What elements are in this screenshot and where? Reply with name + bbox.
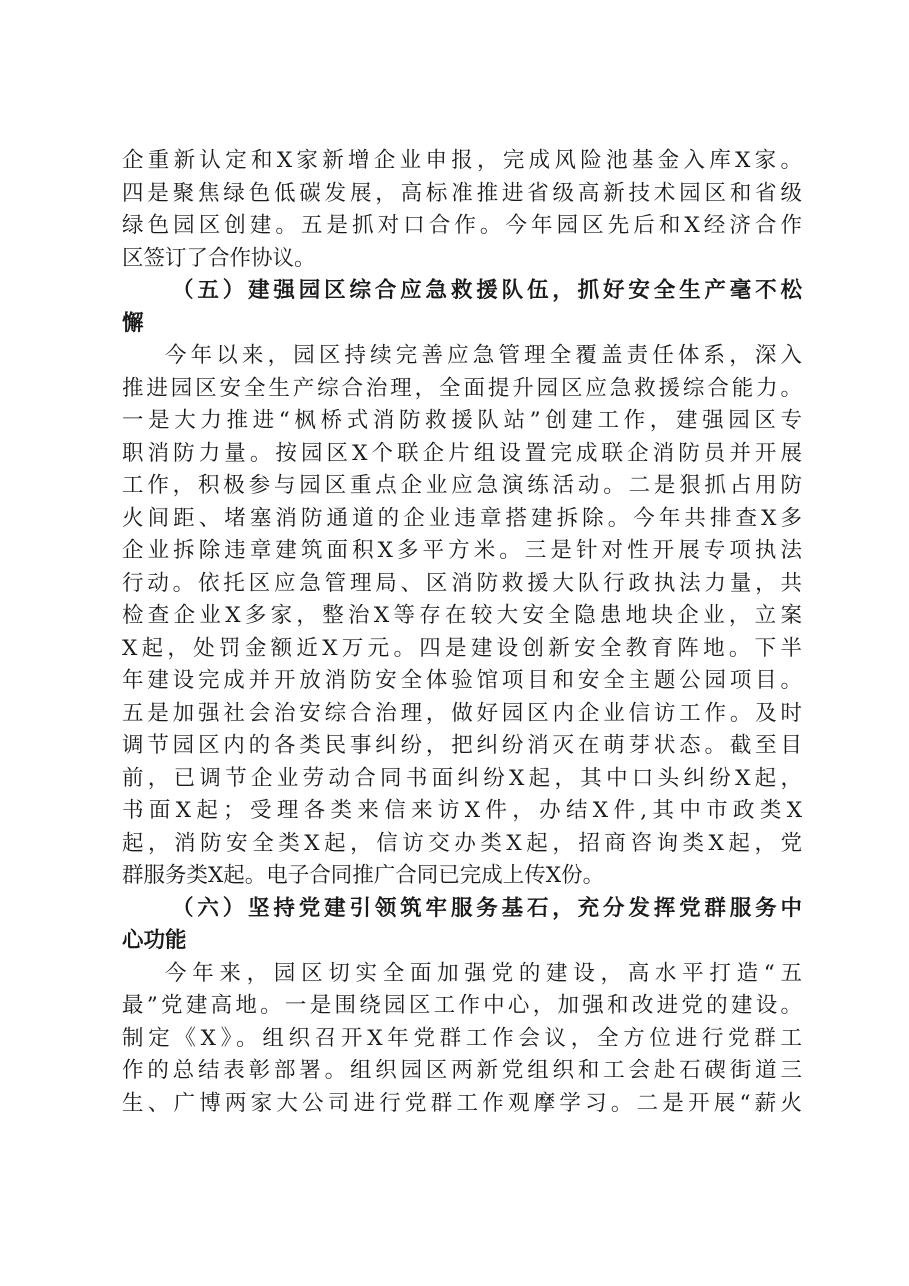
paragraph-line: 推进园区安全生产综合治理，全面提升园区应急救援综合能力。 bbox=[122, 375, 802, 401]
document-body bbox=[122, 145, 802, 1120]
paragraph-line: 绿色园区创建。五是抓对口合作。今年园区先后和X经济合作 bbox=[122, 213, 802, 238]
section-heading-line: （六）坚持党建引领筑牢服务基石，充分发挥党群服务中 bbox=[172, 895, 802, 921]
paragraph-line: 企重新认定和X家新增企业申报，完成风险池基金入库X家。 bbox=[122, 148, 802, 173]
section-heading-line: 心功能 bbox=[122, 928, 187, 953]
paragraph-line: 区签订了合作协议。 bbox=[122, 245, 316, 271]
paragraph-line: 行动。依托区应急管理局、区消防救援大队行政执法力量，共 bbox=[122, 570, 802, 596]
paragraph-line: 职消防力量。按园区X个联企片组设置完成联企消防员并开展 bbox=[122, 440, 802, 466]
paragraph-line: 年建设完成并开放消防安全体验馆项目和安全主题公园项目。 bbox=[122, 668, 802, 693]
paragraph-line: 制定《X》。组织召开X年党群工作会议，全方位进行党群工 bbox=[122, 1025, 802, 1051]
paragraph-line: 作的总结表彰部署。组织园区两新党组织和工会赴石碶街道三 bbox=[122, 1058, 802, 1083]
paragraph-line: 最”党建高地。一是围绕园区工作中心，加强和改进党的建设。 bbox=[122, 993, 802, 1018]
paragraph-line: 今年来，园区切实全面加强党的建设，高水平打造“五 bbox=[165, 960, 802, 986]
paragraph-line: 生、广博两家大公司进行党群工作观摩学习。二是开展“薪火 bbox=[122, 1090, 802, 1116]
paragraph-line: 企业拆除违章建筑面积X多平方米。三是针对性开展专项执法 bbox=[122, 538, 802, 563]
section-heading-line: 懈 bbox=[122, 310, 144, 336]
paragraph-line: 今年以来，园区持续完善应急管理全覆盖责任体系，深入 bbox=[165, 343, 802, 368]
paragraph-line: 四是聚焦绿色低碳发展，高标准推进省级高新技术园区和省级 bbox=[122, 180, 802, 206]
paragraph-line: 火间距、堵塞消防通道的企业违章搭建拆除。今年共排查X多 bbox=[122, 505, 802, 531]
paragraph-line: 调节园区内的各类民事纠纷，把纠纷消灭在萌芽状态。截至目 bbox=[122, 733, 802, 758]
section-heading-line: （五）建强园区综合应急救援队伍，抓好安全生产毫不松 bbox=[172, 278, 802, 303]
paragraph-line: 前，已调节企业劳动合同书面纠纷X起，其中口头纠纷X起， bbox=[122, 765, 802, 791]
paragraph-line: 工作，积极参与园区重点企业应急演练活动。二是狠抓占用防 bbox=[122, 473, 802, 498]
paragraph-line: 一是大力推进“枫桥式消防救援队站”创建工作，建强园区专 bbox=[122, 408, 802, 433]
paragraph-line: 检查企业X多家，整治X等存在较大安全隐患地块企业，立案 bbox=[122, 603, 802, 628]
paragraph-line: 书面X起；受理各类来信来访X件，办结X件,其中市政类X bbox=[122, 798, 802, 823]
paragraph-line: 起，消防安全类X起，信访交办类X起，招商咨询类X起，党 bbox=[122, 830, 802, 856]
paragraph-line: 群服务类X起。电子合同推广合同已完成上传X份。 bbox=[122, 863, 605, 888]
paragraph-line: X起，处罚金额近X万元。四是建设创新安全教育阵地。下半 bbox=[122, 635, 802, 661]
paragraph-line: 五是加强社会治安综合治理，做好园区内企业信访工作。及时 bbox=[122, 700, 802, 726]
